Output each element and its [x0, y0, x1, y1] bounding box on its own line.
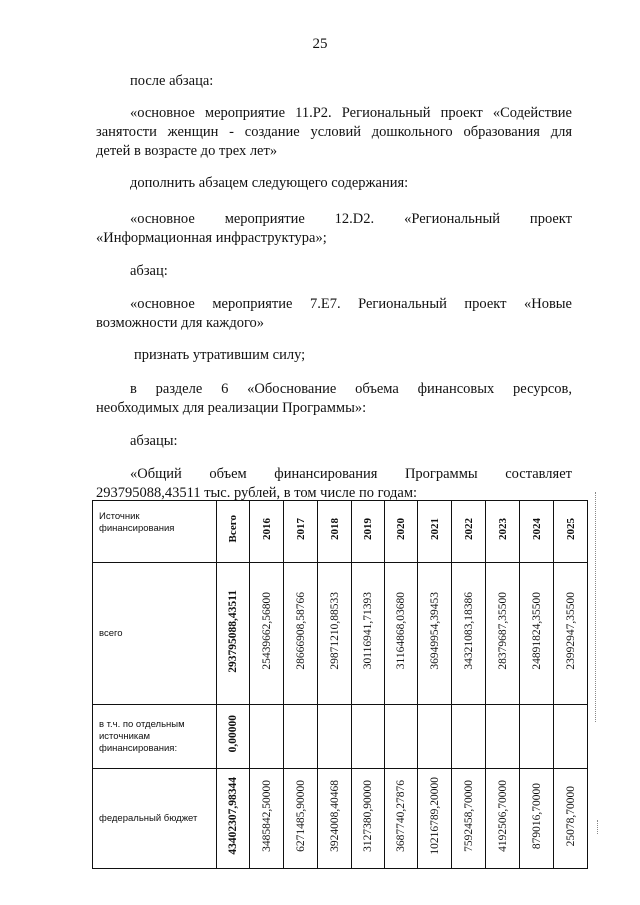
- table-header-row: [93, 501, 588, 563]
- table-cell: 4192506,70000: [486, 769, 520, 869]
- table-cell: 6271485,90000: [284, 769, 318, 869]
- table-cell: 25078,70000: [554, 769, 588, 869]
- table-cell: 29871210,88533: [318, 563, 352, 705]
- header-year: 2022: [452, 501, 486, 563]
- table-cell: [520, 705, 554, 769]
- paragraph-measure-7-line2: возможности для каждого»: [96, 315, 265, 331]
- header-total: Всего: [217, 501, 250, 563]
- paragraph-abzacy: абзацы:: [130, 433, 178, 449]
- paragraph-section6-line1: в разделе 6 «Обоснование объема финансовых ресурсов,: [130, 381, 572, 397]
- paragraph-void: признать утратившим силу;: [134, 347, 306, 363]
- table-cell: 10216789,20000: [418, 769, 452, 869]
- scan-edge-mark: [595, 492, 596, 722]
- paragraph-measure-7-line1: «основное мероприятие 7.E7. Региональный проект «Новые: [130, 296, 572, 312]
- table-cell: [486, 705, 520, 769]
- paragraph-measure-12-line1: «основное мероприятие 12.D2. «Региональный проект: [130, 211, 572, 227]
- table-cell: [385, 705, 418, 769]
- row-source-label: федеральный бюджет: [93, 769, 217, 869]
- paragraph-section6-line2: необходимых для реализации Программы»:: [96, 400, 367, 416]
- table-cell: [284, 705, 318, 769]
- header-source: Источник финансирования: [93, 501, 217, 563]
- header-year: 2017: [284, 501, 318, 563]
- row-source-label: всего: [93, 563, 217, 705]
- paragraph-measure-11-line3: детей в возрасте до трех лет»: [96, 143, 278, 159]
- header-year: 2020: [385, 501, 418, 563]
- paragraph-abzac: абзац:: [130, 263, 168, 279]
- table-row-by-source: [93, 705, 588, 769]
- paragraph-measure-12-line2: «Информационная инфраструктура»;: [96, 230, 327, 246]
- header-year: 2019: [352, 501, 385, 563]
- financing-table: [92, 500, 588, 869]
- paragraph-measure-11-line1: «основное мероприятие 11.P2. Региональный проект «Содействие: [130, 105, 572, 121]
- table-cell: 31164868,03680: [385, 563, 418, 705]
- table-cell: 3127380,90000: [352, 769, 385, 869]
- header-year: 2024: [520, 501, 554, 563]
- table-cell: 28379687,35500: [486, 563, 520, 705]
- header-year: 2023: [486, 501, 520, 563]
- table-cell: 3485842,50000: [250, 769, 284, 869]
- row-total-cell: 43402307,98344: [217, 769, 250, 869]
- row-total-cell: 293795088,43511: [217, 563, 250, 705]
- table-cell: [452, 705, 486, 769]
- header-year: 2021: [418, 501, 452, 563]
- table-cell: [554, 705, 588, 769]
- header-year: 2018: [318, 501, 352, 563]
- table-cell: 34321083,18386: [452, 563, 486, 705]
- table-cell: 7592458,70000: [452, 769, 486, 869]
- paragraph-add: дополнить абзацем следующего содержания:: [130, 175, 409, 191]
- table-cell: 28666908,58766: [284, 563, 318, 705]
- row-total-cell: 0,00000: [217, 705, 250, 769]
- table-cell: [250, 705, 284, 769]
- table-cell: [352, 705, 385, 769]
- paragraph-after: после абзаца:: [130, 73, 214, 89]
- table-row-federal: [93, 769, 588, 869]
- table-cell: 30116941,71393: [352, 563, 385, 705]
- header-year: 2016: [250, 501, 284, 563]
- header-year: 2025: [554, 501, 588, 563]
- scan-edge-mark: [597, 820, 598, 834]
- table-cell: [318, 705, 352, 769]
- table-cell: 3924008,40468: [318, 769, 352, 869]
- table-cell: 24891824,35500: [520, 563, 554, 705]
- table-cell: [418, 705, 452, 769]
- table-cell: 25439662,56800: [250, 563, 284, 705]
- table-cell: 879016,70000: [520, 769, 554, 869]
- table-cell: 36949954,39453: [418, 563, 452, 705]
- table-cell: 23992947,35500: [554, 563, 588, 705]
- paragraph-total-line2: 293795088,43511 тыс. рублей, в том числе по годам:: [96, 485, 418, 501]
- table-cell: 3687740,27876: [385, 769, 418, 869]
- row-source-label: в т.ч. по отдельным источникам финансирования:: [93, 705, 217, 769]
- page-number: 25: [312, 36, 328, 52]
- paragraph-total-line1: «Общий объем финансирования Программы составляет: [130, 466, 572, 482]
- paragraph-measure-11-line2: занятости женщин - создание условий дошкольного образования для: [96, 124, 572, 140]
- table-row-total: [93, 563, 588, 705]
